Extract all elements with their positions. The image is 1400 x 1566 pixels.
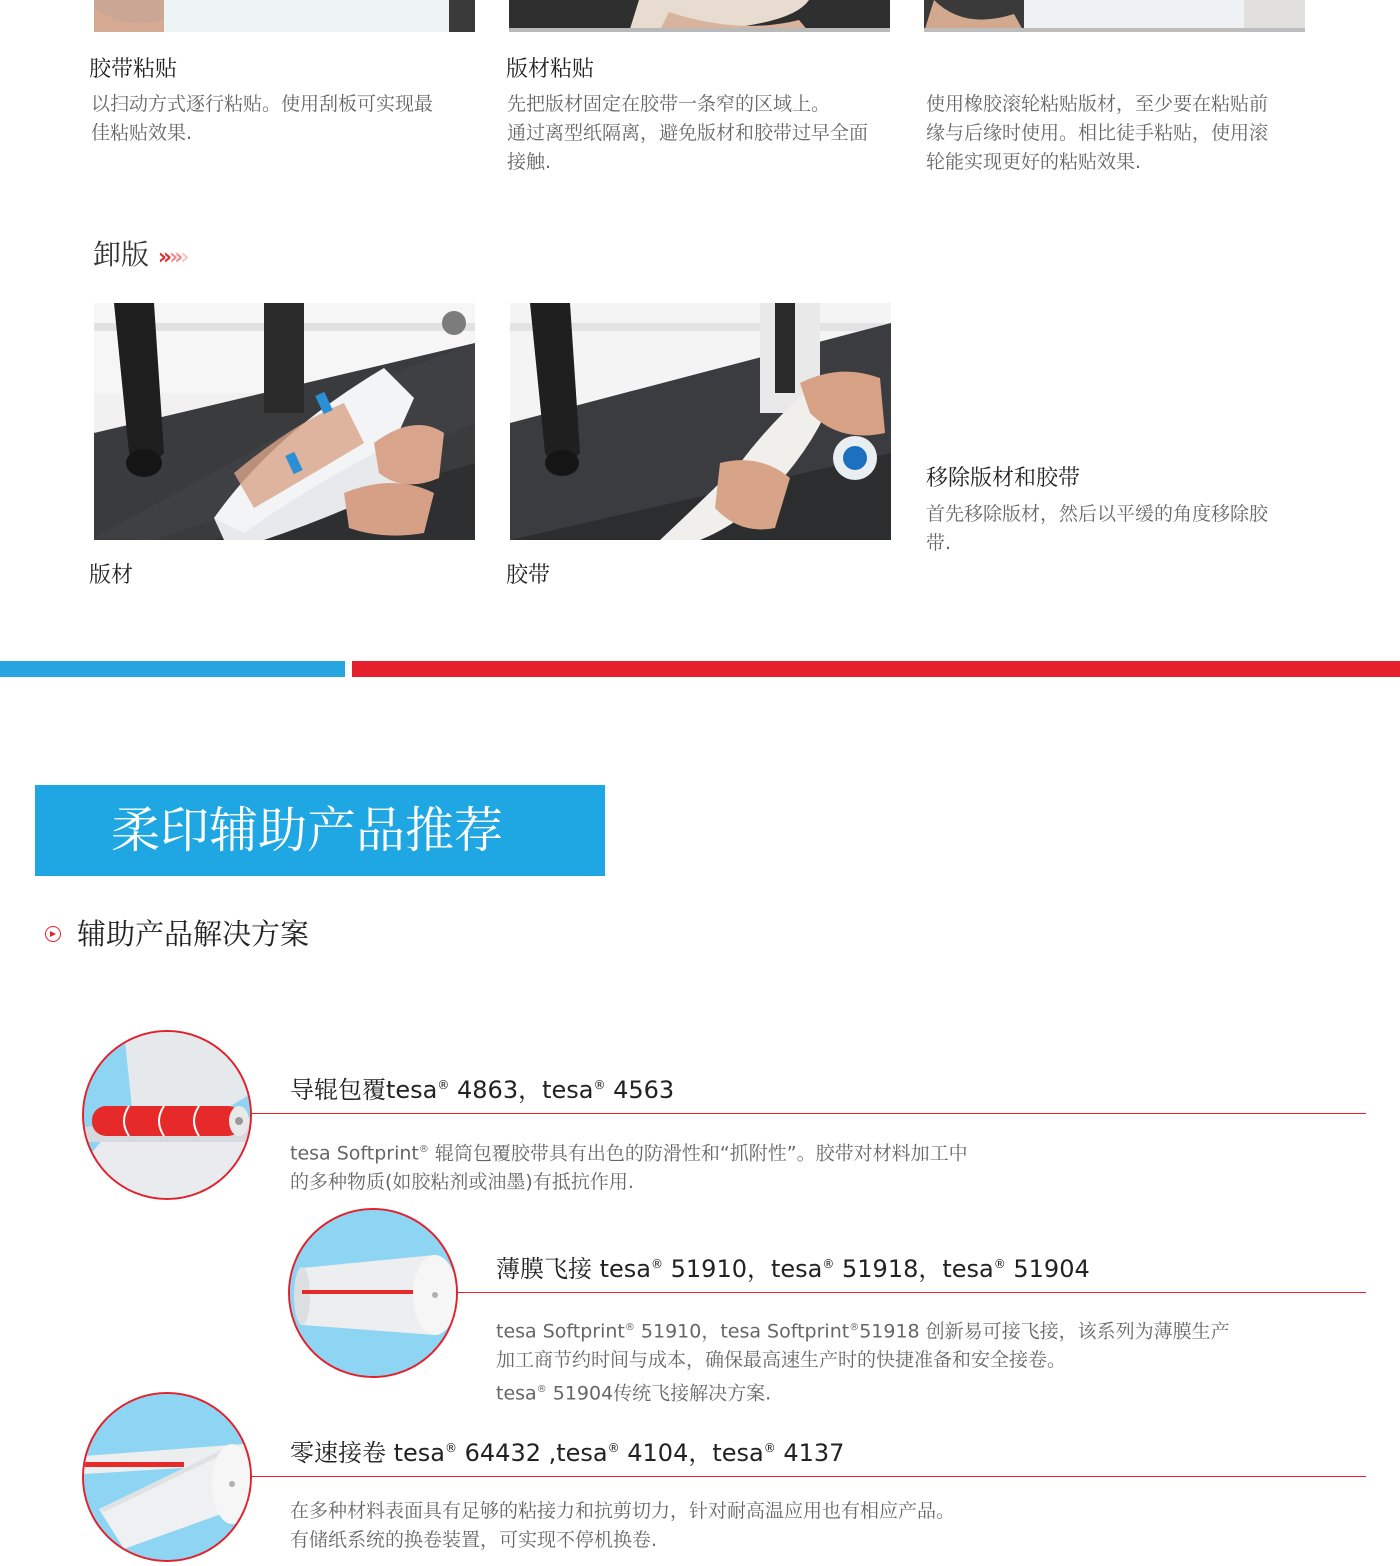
text-part: 在多种材料表面具有足够的粘接力和抗剪切力，针对耐高温应用也有相应产品。 xyxy=(290,1500,956,1522)
title-part: 4104，tesa xyxy=(619,1439,764,1467)
product-rule xyxy=(252,1476,1366,1477)
title-part: 51918，tesa xyxy=(834,1255,994,1283)
title-part: 零速接卷 tesa xyxy=(290,1439,446,1467)
text-part: 51918 创新易可接飞接，该系列为薄膜生产 xyxy=(859,1320,1230,1343)
registered-mark: ® xyxy=(593,1078,606,1092)
text-line xyxy=(496,1346,1230,1375)
text-line: 先把版材固定在胶带一条窄的区域上。 xyxy=(507,93,831,115)
unmount-heading xyxy=(93,233,186,273)
registered-mark: ® xyxy=(993,1257,1006,1271)
roller-cover-image xyxy=(82,1030,252,1200)
product-rule xyxy=(458,1292,1366,1293)
step-text-plate xyxy=(507,90,868,177)
photo-remove-tape xyxy=(510,303,891,540)
text-line xyxy=(496,1375,1230,1408)
text-line: 接触. xyxy=(507,151,552,173)
title-part: 4137 xyxy=(775,1439,845,1467)
registered-mark: ® xyxy=(607,1441,620,1455)
text-part: 的多种物质(如胶粘剂或油墨)有抵抗作用. xyxy=(290,1171,634,1194)
caption-tape: 胶带 xyxy=(506,563,551,588)
chevron-right-icon: »»› xyxy=(157,245,187,270)
step-text-tape xyxy=(91,90,433,148)
text-part: 51910，tesa Softprint xyxy=(634,1320,850,1343)
product-desc-film xyxy=(496,1313,1230,1409)
remove-title: 移除版材和胶带 xyxy=(926,466,1081,491)
photo-rubber-roller xyxy=(924,0,1305,32)
photo-plate-mounting xyxy=(509,0,890,32)
zero-speed-splice-image xyxy=(82,1392,252,1562)
divider-blue xyxy=(0,661,345,677)
registered-mark: ® xyxy=(849,1322,860,1333)
registered-mark: ® xyxy=(418,1144,429,1155)
caption-plate: 版材 xyxy=(89,563,134,588)
product-rule xyxy=(252,1113,1366,1114)
divider-red xyxy=(352,661,1400,677)
registered-mark: ® xyxy=(437,1078,450,1092)
step-title-plate: 版材粘贴 xyxy=(506,57,595,82)
step-title-tape: 胶带粘贴 xyxy=(89,57,178,82)
title-part: 64432 ,tesa xyxy=(457,1439,608,1467)
text-line: 缘与后缘时使用。相比徒手粘贴，使用滚 xyxy=(926,122,1269,144)
title-part: 薄膜飞接 tesa xyxy=(496,1255,652,1283)
text-part: 51904传统飞接解决方案. xyxy=(546,1382,772,1405)
title-part: 51910，tesa xyxy=(663,1255,823,1283)
recommend-banner: 柔印辅助产品推荐 xyxy=(35,785,605,876)
text-part: 加工商节约时间与成本，确保最高速生产时的快捷准备和安全接卷。 xyxy=(496,1349,1067,1372)
text-line: 首先移除版材，然后以平缓的角度移除胶 xyxy=(926,503,1269,525)
title-part: 4563 xyxy=(605,1076,675,1104)
text-line xyxy=(290,1526,955,1555)
registered-mark: ® xyxy=(536,1384,547,1396)
unmount-heading-text: 卸版 xyxy=(93,238,150,271)
product-desc-roller xyxy=(290,1135,968,1197)
subsection-title: 辅助产品解决方案 xyxy=(77,917,310,951)
registered-mark: ® xyxy=(651,1257,664,1271)
text-line: 轮能实现更好的粘贴效果. xyxy=(926,151,1142,173)
film-splice-image xyxy=(288,1208,458,1378)
text-part: tesa xyxy=(496,1382,537,1405)
text-part: tesa Softprint xyxy=(496,1320,625,1343)
text-line xyxy=(290,1135,968,1168)
title-part: 4863，tesa xyxy=(449,1076,594,1104)
text-part: tesa Softprint xyxy=(290,1142,419,1165)
text-line: 佳粘贴效果. xyxy=(91,122,193,144)
text-line: 使用橡胶滚轮粘贴版材，至少要在粘贴前 xyxy=(926,93,1269,115)
photo-remove-plate xyxy=(94,303,475,540)
registered-mark: ® xyxy=(624,1322,635,1333)
circle-chevron-right-icon xyxy=(45,926,61,942)
photo-tape-mounting xyxy=(94,0,475,32)
remove-text xyxy=(926,500,1268,558)
text-line xyxy=(290,1168,968,1197)
text-line: 以扫动方式逐行粘贴。使用刮板可实现最 xyxy=(91,93,434,115)
text-line: 通过离型纸隔离，避免版材和胶带过早全面 xyxy=(507,122,869,144)
registered-mark: ® xyxy=(445,1441,458,1455)
product-desc-zero-speed xyxy=(290,1497,955,1555)
text-line xyxy=(496,1313,1230,1346)
title-part: 导辊包覆tesa xyxy=(290,1076,438,1104)
product-title-zero-speed xyxy=(290,1433,844,1468)
product-title-film xyxy=(496,1249,1090,1284)
step-text-roller xyxy=(926,90,1268,177)
text-line: 带. xyxy=(926,532,952,554)
text-part: 辊筒包覆胶带具有出色的防滑性和“抓附性”。胶带对材料加工中 xyxy=(428,1142,968,1165)
title-part: 51904 xyxy=(1005,1255,1090,1283)
registered-mark: ® xyxy=(763,1441,776,1455)
text-part: 有储纸系统的换卷装置，可实现不停机换卷. xyxy=(290,1529,658,1551)
text-line xyxy=(290,1497,955,1526)
product-title-roller xyxy=(290,1070,674,1105)
registered-mark: ® xyxy=(822,1257,835,1271)
